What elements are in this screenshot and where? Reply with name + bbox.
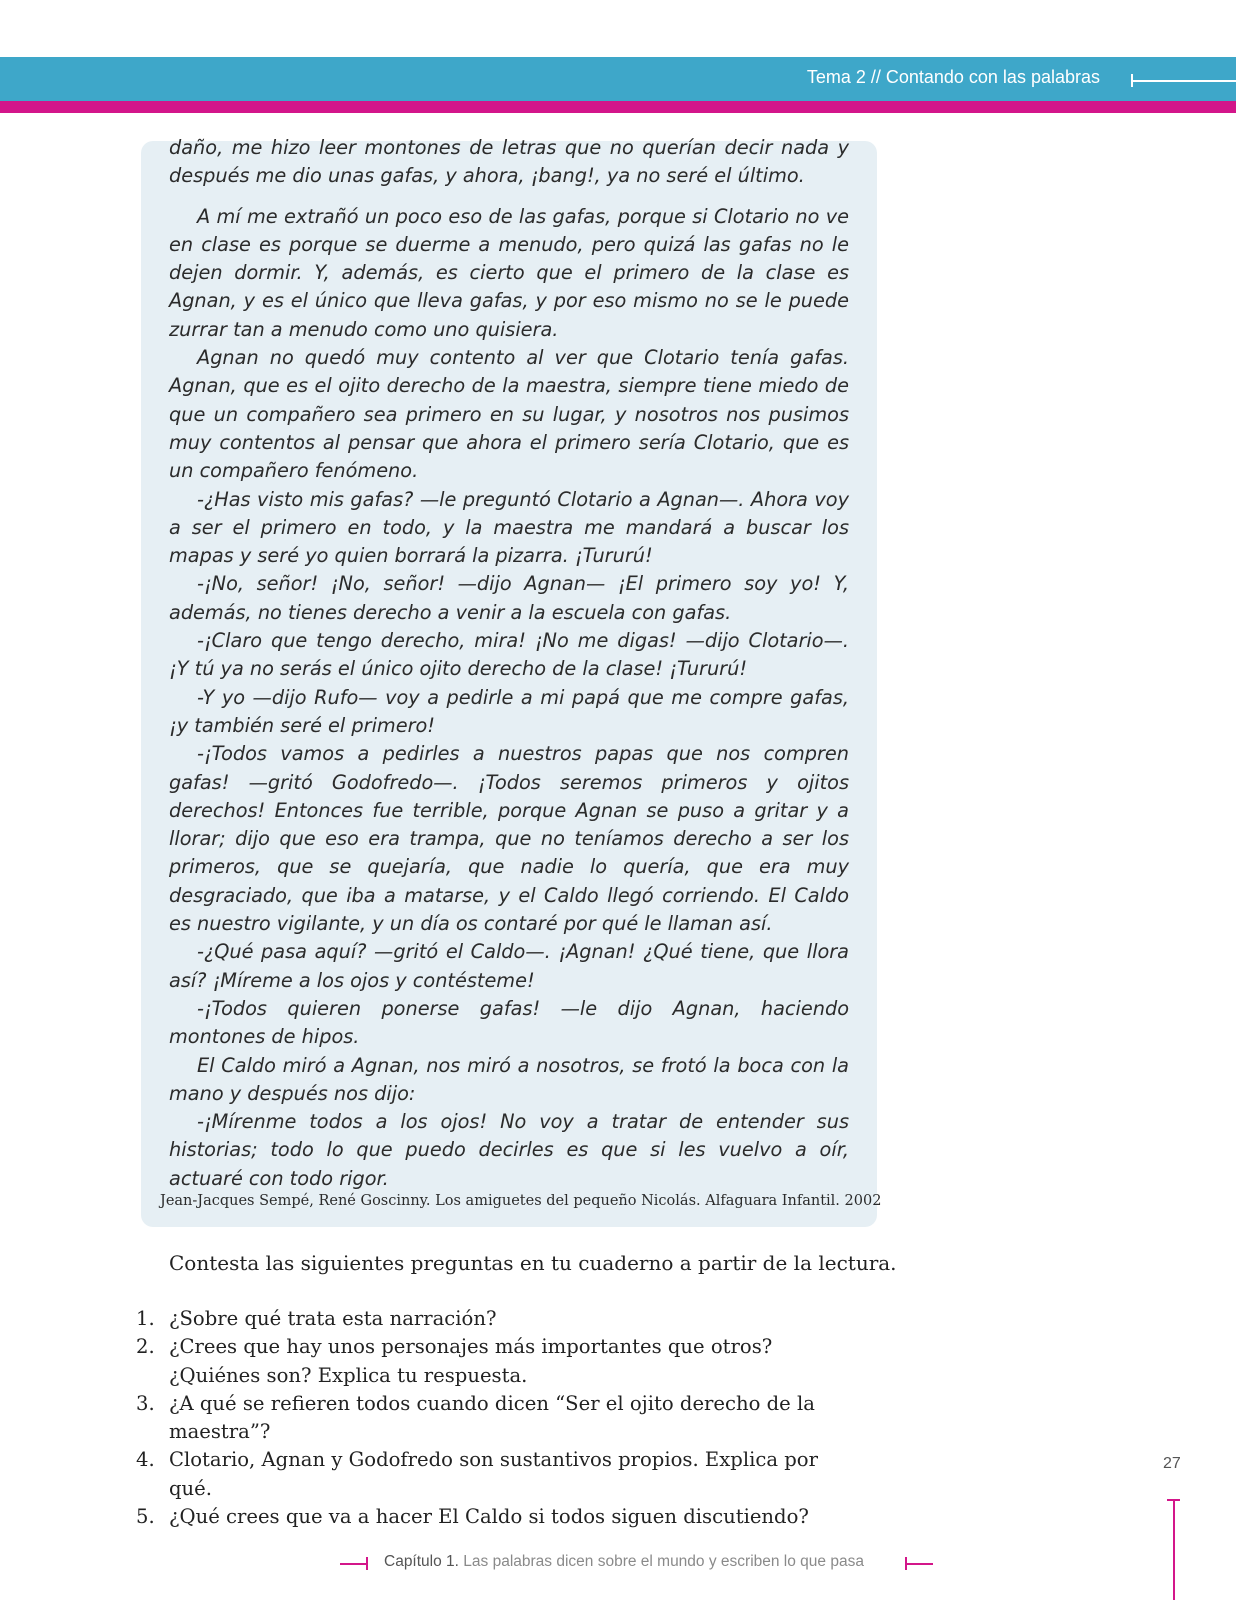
story-text [169,134,849,1193]
story-paragraph: A mí me extrañó un poco eso de las gafas, porque si Clotario no ve en clase es porque se duerme a menudo, pero quizá las gafas no le dejen dormir. Y, además, es cierto que el primero de la clase es Agnan, y es el único que lleva gafas, y por eso mismo no se le puede zurrar tan a menudo como uno quisiera. [169,204,849,341]
footer-tick-left [366,1557,368,1570]
instructions: Contesta las siguientes preguntas en tu cuaderno a partir de la lectura. [169,1251,897,1275]
story-paragraph: Agnan no quedó muy contento al ver que Clotario tenía gafas. Agnan, que es el ojito derecho de la maestra, siempre tiene miedo de que un compañero sea primero en su lugar, y nosotros nos pusimos muy contentos al pensar que ahora el primero sería Clotario, que es un compañero fenómeno. [169,346,849,483]
question-number: 3. [136,1391,155,1415]
question-text: ¿Sobre qué trata esta narración? [169,1307,497,1330]
story-paragraph: -¿Has visto mis gafas? —le preguntó Clotario a Agnan—. Ahora voy a ser el primero en todo, y la maestra me mandará a buscar los mapas y seré yo quien borrará la pizarra. ¡Tururú! [169,487,849,568]
story-paragraph: -¡No, señor! ¡No, señor! —dijo Agnan— ¡El primero soy yo! Y, además, no tienes derecho a venir a la escuela con gafas. [169,572,849,624]
question-text: Clotario, Agnan y Godofredo son sustantivos propios. Explica por qué. [169,1448,818,1500]
question-text: ¿A qué se refieren todos cuando dicen “Ser el ojito derecho de la maestra”? [169,1391,815,1444]
question-number: 4. [136,1448,155,1472]
header-line [1131,80,1236,82]
question-item [136,1305,856,1333]
story-paragraph: -Y yo —dijo Rufo— voy a pedirle a mi papá que me compre gafas, ¡y también seré el primero! [169,685,849,737]
question-text: ¿Qué crees que va a hacer El Caldo si todos siguen discutiendo? [169,1505,809,1529]
question-number: 1. [136,1307,155,1330]
header-stripe [0,101,1236,113]
story-paragraph: -¡Todos vamos a pedirles a nuestros papas que nos compren gafas! —gritó Godofredo—. ¡Todos seremos primeros y ojitos derechos! Entonces fue terrible, porque Agnan se puso a gritar y a llorar; dijo que eso era trampa, que no teníamos derecho a ser los primeros, que se quejaría, que nadie lo quería, que era muy desgraciado, que iba a matarse, y el Caldo llegó corriendo. El Caldo es nuestro vigilante, y un día os contaré por qué le llaman así. [169,742,849,936]
question-number: 5. [136,1505,155,1529]
story-paragraph: daño, me hizo leer montones de letras que no querían decir nada y después me dio unas gafas, y ahora, ¡bang!, ya no seré el último. [169,136,849,188]
question-item [136,1503,856,1531]
question-item [136,1333,856,1390]
story-paragraph: -¿Qué pasa aquí? —gritó el Caldo—. ¡Agnan! ¿Qué tiene, que llora así? ¡Míreme a los ojos y contésteme! [169,940,849,992]
question-list [136,1305,856,1531]
footer-line-left [340,1563,368,1565]
story-paragraph: -¡Todos quieren ponerse gafas! —le dijo Agnan, haciendo montones de hipos. [169,996,849,1049]
section-title: Tema 2 // Contando con las palabras [806,67,1100,87]
footer-text [384,1553,864,1571]
citation: Jean-Jacques Sempé, René Goscinny. Los amiguetes del pequeño Nicolás. Alfaguara Infantil. 2002 [160,1193,882,1209]
side-marker-line [1173,1500,1175,1600]
story-paragraph: -¡Mírenme todos a los ojos! No voy a tratar de entender sus historias; todo lo que puedo decirles es que si les vuelvo a oír, actuaré con todo rigor. [169,1110,849,1190]
question-item [136,1446,856,1503]
footer-line-right [905,1563,933,1565]
question-number: 2. [136,1335,155,1359]
footer-subtitle: Las palabras dicen sobre el mundo y escriben lo que pasa [463,1553,864,1570]
story-paragraph: -¡Claro que tengo derecho, mira! ¡No me digas! —dijo Clotario—. ¡Y tú ya no serás el único ojito derecho de la clase! ¡Tururú! [169,629,849,681]
question-text: ¿Crees que hay unos personajes más importantes que otros? ¿Quiénes son? Explica tu respuesta. [169,1335,773,1387]
footer-chapter: Capítulo 1. [384,1553,459,1570]
page-number: 27 [1163,1455,1181,1472]
question-item [136,1390,856,1447]
story-paragraph: El Caldo miró a Agnan, nos miró a nosotros, se frotó la boca con la mano y después nos dijo: [169,1053,849,1105]
footer [0,1552,1236,1576]
